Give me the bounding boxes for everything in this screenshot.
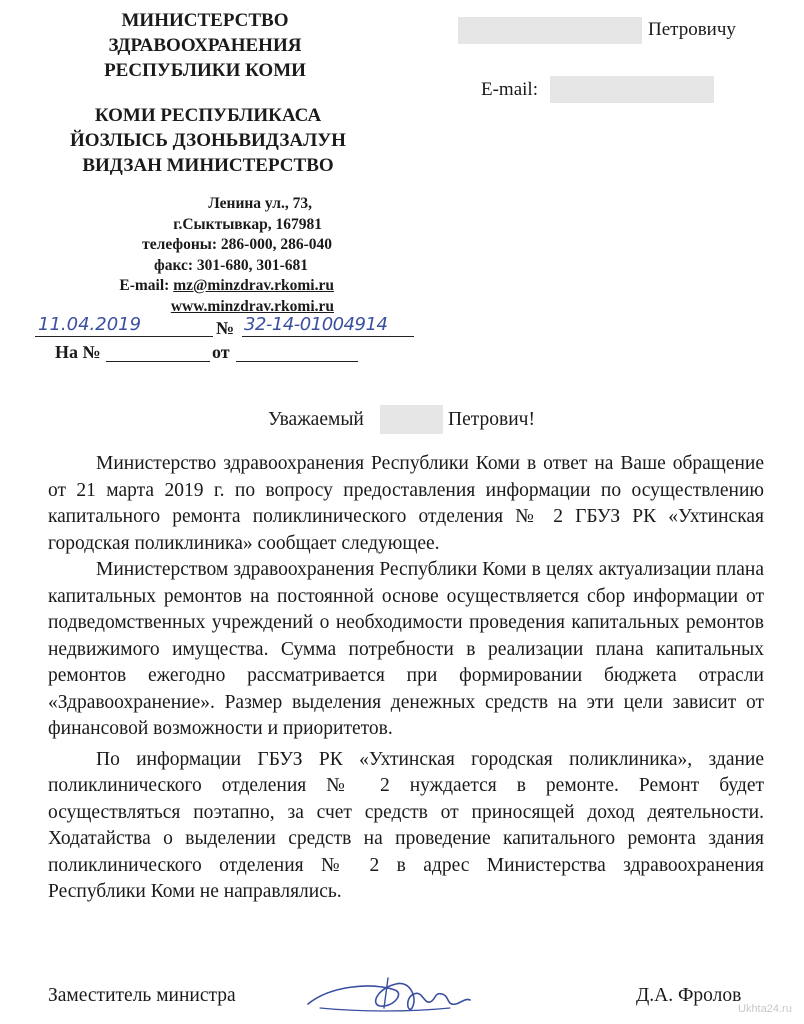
redacted-recipient-email [550,76,714,103]
address-line: г.Сыктывкар, 167981 [173,215,322,233]
signatory-name: Д.А. Фролов [636,985,742,1006]
reply-date-underline [236,361,358,362]
address-line: Ленина ул., 73, [208,195,312,212]
from-label: от [212,342,230,362]
redacted-salutation-name [380,405,443,434]
body-paragraph: Министерством здравоохранения Республики Коми в целях актуализации плана капитальных ремонтов на постоянной основе осуществляется сбор информации от подведомственных учреждений о необходимости проведения капитальных ремонтов недвижимого имущества. Сумма потребности в реализации плана капитальных ремонтов ежегодно рассматривается при формировании бюджета отрасли «Здравоохранение». Размер выделения денежных средств на эти цели зависит от финансовой возможности и приоритетов. [48,559,764,739]
org-name-ru-line: МИНИСТЕРСТВО [121,10,289,31]
email-link[interactable]: mz@minzdrav.rkomi.ru [173,277,334,294]
redacted-recipient-name [458,17,642,44]
org-name-ru-line: ЗДРАВООХРАНЕНИЯ [108,35,302,56]
body-paragraph: Министерство здравоохранения Республики Коми в ответ на Ваше обращение от 21 марта 2019 г. по вопросу предоставления информации по осуществлению капитального ремонта поликлинического отделения № 2 ГБУЗ РК «Ухтинская городская поликлиника» сообщает следующее. [48,453,764,554]
org-name-ru-line: РЕСПУБЛИКИ КОМИ [104,60,306,81]
org-name-komi [58,103,358,178]
handwritten-date: 11.04.2019 [38,314,142,335]
website-link[interactable]: www.minzdrav.rkomi.ru [170,297,334,315]
org-address [40,194,336,317]
watermark-logo: Ukhta24.ru [738,1003,792,1015]
reply-label: На № [55,342,101,362]
email-label: E-mail: [119,277,170,294]
recipient-email-label: E-mail: [481,79,538,100]
org-name-komi-line: КОМИ РЕСПУБЛИКАСА [94,105,322,126]
org-name-komi-line: ВИДЗАН МИНИСТЕРСТВО [82,155,334,176]
handwritten-number: 32-14-01004914 [244,314,388,335]
org-name-ru [60,8,350,83]
letter-body [48,451,764,906]
body-paragraph: По информации ГБУЗ РК «Ухтинская городская поликлиника», здание поликлинического отделения № 2 нуждается в ремонте. Ремонт будет осуществляться поэтапно, за счет средств от приносящей доход деятельности. Ходатайства о выделении средств на проведение капитального ремонта здания поликлинического отделения № 2 в адрес Министерства здравоохранения Республики Коми не направлялись. [48,748,764,902]
reply-number-underline [106,361,210,362]
date-underline [35,336,213,337]
address-line: телефоны: 286-000, 286-040 [142,236,332,253]
salutation-suffix: Петрович! [448,409,535,430]
recipient-name-suffix: Петровичу [648,19,736,40]
org-name-komi-line: ЙОЗЛЫСЬ ДЗОНЬВИДЗАЛУН [70,130,346,151]
email-line [40,276,336,297]
handwritten-signature [300,968,475,1018]
signature-position: Заместитель министра [48,985,236,1006]
number-underline [242,336,414,337]
salutation-prefix: Уважаемый [268,409,364,430]
address-line: факс: 301-680, 301-681 [153,256,308,274]
number-sign: № [216,318,235,338]
